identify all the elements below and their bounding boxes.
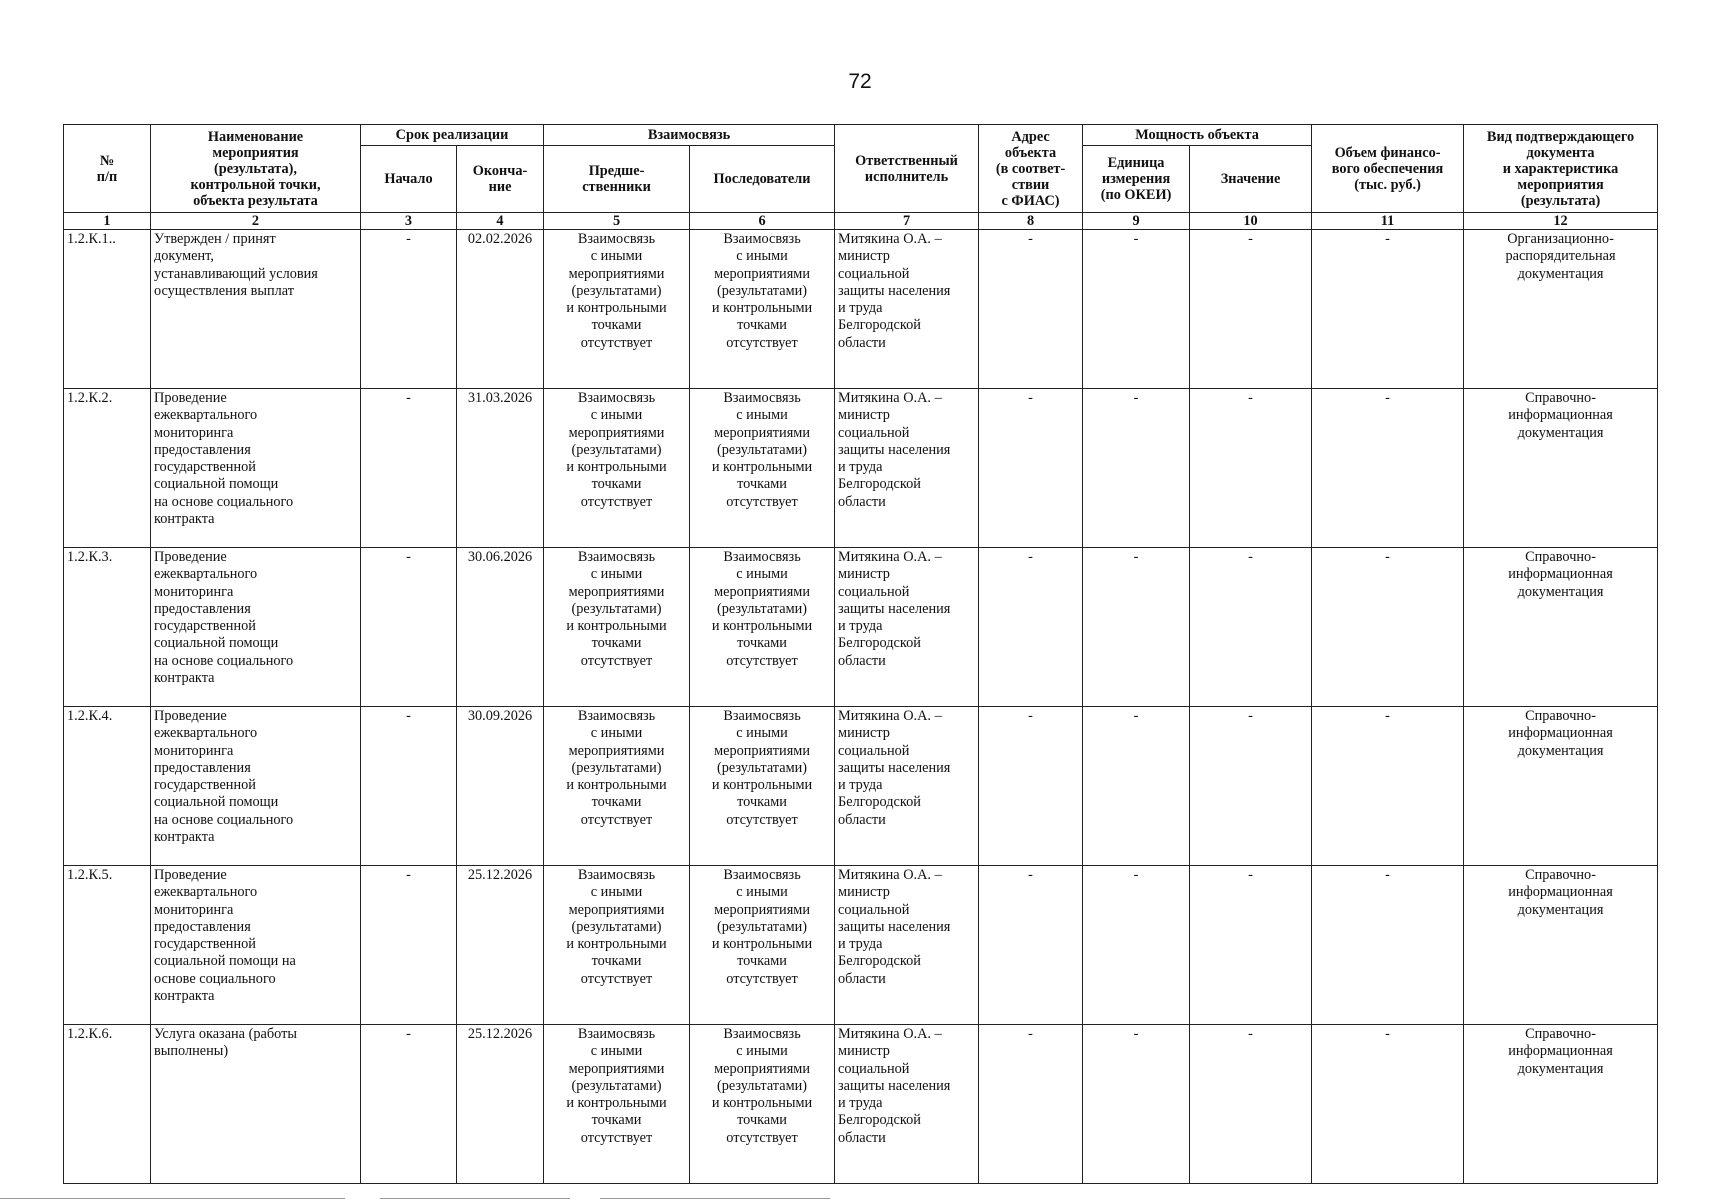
row-number: 1.2.К.2. — [64, 389, 151, 548]
successors: Взаимосвязь с иными мероприятиями (результатами) и контрольными точками отсутствует — [690, 866, 835, 1025]
header-unit: Единица измерения (по ОКЕИ) — [1083, 146, 1190, 213]
responsible: Митякина О.А. – министр социальной защиты населения и труда Белгородской области — [835, 548, 979, 707]
start-date: - — [361, 548, 457, 707]
row-number: 1.2.К.6. — [64, 1025, 151, 1184]
start-date: - — [361, 389, 457, 548]
column-number: 10 — [1190, 213, 1312, 230]
column-number: 2 — [151, 213, 361, 230]
table-row — [64, 1025, 1658, 1184]
power-value: - — [1190, 230, 1312, 389]
power-value: - — [1190, 389, 1312, 548]
header-power-group: Мощность объекта — [1083, 125, 1312, 146]
table-row — [64, 389, 1658, 548]
column-number: 4 — [457, 213, 544, 230]
unit-of-measure: - — [1083, 1025, 1190, 1184]
predecessors: Взаимосвязь с иными мероприятиями (результатами) и контрольными точками отсутствует — [544, 548, 690, 707]
plan-table — [63, 124, 1658, 1184]
table-row — [64, 866, 1658, 1025]
start-date: - — [361, 1025, 457, 1184]
power-value: - — [1190, 866, 1312, 1025]
table-row — [64, 707, 1658, 866]
document-type: Справочно- информационная документация — [1464, 866, 1658, 1025]
footer-divider — [600, 1198, 830, 1199]
event-name: Проведение ежеквартального мониторинга предоставления государственной социальной помощи на основе социального контракта — [151, 866, 361, 1025]
object-address: - — [979, 707, 1083, 866]
column-number: 1 — [64, 213, 151, 230]
predecessors: Взаимосвязь с иными мероприятиями (результатами) и контрольными точками отсутствует — [544, 230, 690, 389]
header-no: № п/п — [64, 125, 151, 213]
table-body — [64, 230, 1658, 1184]
unit-of-measure: - — [1083, 230, 1190, 389]
row-number: 1.2.К.4. — [64, 707, 151, 866]
predecessors: Взаимосвязь с иными мероприятиями (результатами) и контрольными точками отсутствует — [544, 389, 690, 548]
page-number: 72 — [848, 70, 872, 93]
unit-of-measure: - — [1083, 866, 1190, 1025]
power-value: - — [1190, 707, 1312, 866]
successors: Взаимосвязь с иными мероприятиями (результатами) и контрольными точками отсутствует — [690, 707, 835, 866]
start-date: - — [361, 707, 457, 866]
unit-of-measure: - — [1083, 389, 1190, 548]
document-type: Организационно- распорядительная документация — [1464, 230, 1658, 389]
event-name: Проведение ежеквартального мониторинга предоставления государственной социальной помощи на основе социального контракта — [151, 548, 361, 707]
header-link-group: Взаимосвязь — [544, 125, 835, 146]
object-address: - — [979, 1025, 1083, 1184]
document-type: Справочно- информационная документация — [1464, 548, 1658, 707]
responsible: Митякина О.А. – министр социальной защиты населения и труда Белгородской области — [835, 230, 979, 389]
header-finance: Объем финансо- вого обеспечения (тыс. руб.) — [1312, 125, 1464, 213]
responsible: Митякина О.А. – министр социальной защиты населения и труда Белгородской области — [835, 866, 979, 1025]
header-term-group: Срок реализации — [361, 125, 544, 146]
column-number: 12 — [1464, 213, 1658, 230]
header-responsible: Ответственный исполнитель — [835, 125, 979, 213]
table-row — [64, 230, 1658, 389]
start-date: - — [361, 866, 457, 1025]
power-value: - — [1190, 1025, 1312, 1184]
end-date: 31.03.2026 — [457, 389, 544, 548]
responsible: Митякина О.А. – министр социальной защиты населения и труда Белгородской области — [835, 707, 979, 866]
successors: Взаимосвязь с иными мероприятиями (результатами) и контрольными точками отсутствует — [690, 389, 835, 548]
header-address: Адрес объекта (в соответ- ствии с ФИАС) — [979, 125, 1083, 213]
unit-of-measure: - — [1083, 548, 1190, 707]
predecessors: Взаимосвязь с иными мероприятиями (результатами) и контрольными точками отсутствует — [544, 866, 690, 1025]
header-end: Оконча- ние — [457, 146, 544, 213]
finance-volume: - — [1312, 548, 1464, 707]
finance-volume: - — [1312, 1025, 1464, 1184]
responsible: Митякина О.А. – министр социальной защиты населения и труда Белгородской области — [835, 1025, 979, 1184]
header-value: Значение — [1190, 146, 1312, 213]
document-type: Справочно- информационная документация — [1464, 707, 1658, 866]
end-date: 30.09.2026 — [457, 707, 544, 866]
finance-volume: - — [1312, 707, 1464, 866]
column-number: 6 — [690, 213, 835, 230]
header-document: Вид подтверждающего документа и характеристика мероприятия (результата) — [1464, 125, 1658, 213]
column-numbers-row — [64, 213, 1658, 230]
column-number: 3 — [361, 213, 457, 230]
document-type: Справочно- информационная документация — [1464, 1025, 1658, 1184]
finance-volume: - — [1312, 230, 1464, 389]
column-number: 11 — [1312, 213, 1464, 230]
end-date: 25.12.2026 — [457, 866, 544, 1025]
header-successors: Последователи — [690, 146, 835, 213]
responsible: Митякина О.А. – министр социальной защиты населения и труда Белгородской области — [835, 389, 979, 548]
column-number: 5 — [544, 213, 690, 230]
end-date: 25.12.2026 — [457, 1025, 544, 1184]
power-value: - — [1190, 548, 1312, 707]
predecessors: Взаимосвязь с иными мероприятиями (результатами) и контрольными точками отсутствует — [544, 1025, 690, 1184]
document-type: Справочно- информационная документация — [1464, 389, 1658, 548]
object-address: - — [979, 389, 1083, 548]
column-number: 8 — [979, 213, 1083, 230]
successors: Взаимосвязь с иными мероприятиями (результатами) и контрольными точками отсутствует — [690, 548, 835, 707]
end-date: 30.06.2026 — [457, 548, 544, 707]
object-address: - — [979, 866, 1083, 1025]
end-date: 02.02.2026 — [457, 230, 544, 389]
column-number: 7 — [835, 213, 979, 230]
start-date: - — [361, 230, 457, 389]
event-name: Проведение ежеквартального мониторинга предоставления государственной социальной помощи на основе социального контракта — [151, 389, 361, 548]
column-number: 9 — [1083, 213, 1190, 230]
footer-divider — [380, 1198, 570, 1199]
header-start: Начало — [361, 146, 457, 213]
event-name: Проведение ежеквартального мониторинга предоставления государственной социальной помощи на основе социального контракта — [151, 707, 361, 866]
finance-volume: - — [1312, 389, 1464, 548]
header-row-1 — [64, 125, 1658, 146]
row-number: 1.2.К.3. — [64, 548, 151, 707]
row-number: 1.2.К.5. — [64, 866, 151, 1025]
successors: Взаимосвязь с иными мероприятиями (результатами) и контрольными точками отсутствует — [690, 1025, 835, 1184]
row-number: 1.2.К.1.. — [64, 230, 151, 389]
predecessors: Взаимосвязь с иными мероприятиями (результатами) и контрольными точками отсутствует — [544, 707, 690, 866]
event-name: Утвержден / принят документ, устанавливающий условия осуществления выплат — [151, 230, 361, 389]
unit-of-measure: - — [1083, 707, 1190, 866]
object-address: - — [979, 230, 1083, 389]
footer-divider — [0, 1198, 345, 1199]
header-name: Наименование мероприятия (результата), контрольной точки, объекта результата — [151, 125, 361, 213]
table-row — [64, 548, 1658, 707]
header-predecessors: Предше- ственники — [544, 146, 690, 213]
finance-volume: - — [1312, 866, 1464, 1025]
event-name: Услуга оказана (работы выполнены) — [151, 1025, 361, 1184]
object-address: - — [979, 548, 1083, 707]
successors: Взаимосвязь с иными мероприятиями (результатами) и контрольными точками отсутствует — [690, 230, 835, 389]
